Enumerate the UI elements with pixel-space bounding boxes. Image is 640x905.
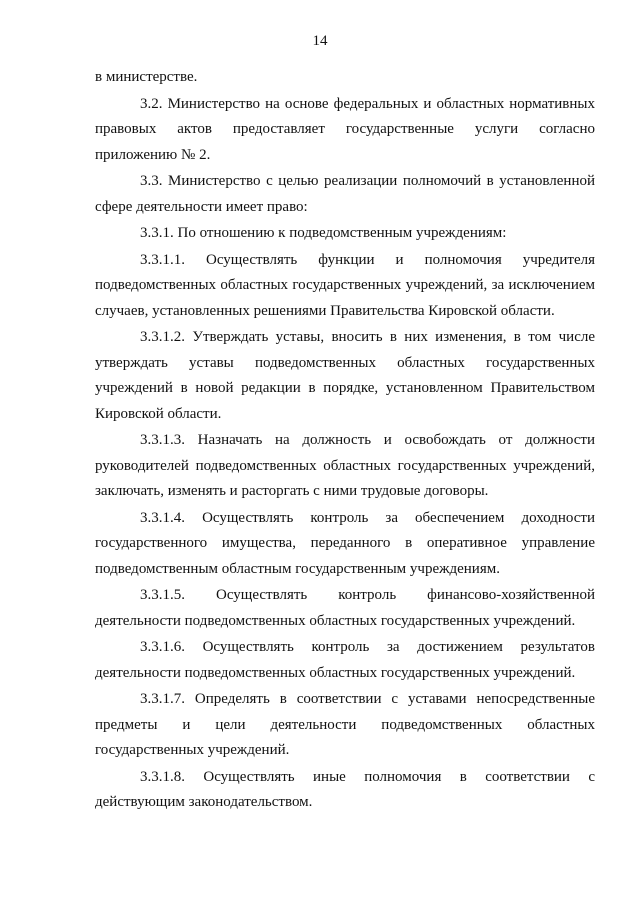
- paragraph-3-3-1-1: 3.3.1.1. Осуществлять функции и полномочия учредителя подведомственных областных государственных учреждений, за исключением случаев, установленных решениями Правительства Кировской области.: [95, 251, 595, 319]
- paragraph-3-3-1-3: 3.3.1.3. Назначать на должность и освобождать от должности руководителей подведомственных областных государственных учреждений, заключать, изменять и расторгать с ними трудовые договоры.: [95, 432, 595, 499]
- paragraph-3-3-1: 3.3.1. По отношению к подведомственным учреждениям:: [140, 225, 507, 241]
- paragraph-3-3-1-6: 3.3.1.6. Осуществлять контроль за достижением результатов деятельности подведомственных областных государственных учреждений.: [95, 639, 595, 681]
- paragraph-3-3-1-2: 3.3.1.2. Утверждать уставы, вносить в них изменения, в том числе утверждать уставы подведомственных областных государственных учреждений в новой редакции в порядке, установленном Правительством Кировской области.: [95, 329, 595, 422]
- paragraph-3-3-1-5: 3.3.1.5. Осуществлять контроль финансово-хозяйственной деятельности подведомственных областных государственных учреждений.: [95, 587, 595, 629]
- page-number: 14: [312, 33, 328, 49]
- paragraph-3-2: 3.2. Министерство на основе федеральных и областных нормативных правовых актов предоставляет государственные услуги согласно приложению № 2.: [95, 95, 595, 163]
- paragraph-3-3-1-4: 3.3.1.4. Осуществлять контроль за обеспечением доходности государственного имущества, переданного в оперативное управление подведомственным областным государственным учреждениям.: [95, 509, 595, 577]
- paragraph-continuation: в министерстве.: [95, 69, 198, 85]
- paragraph-3-3-1-7: 3.3.1.7. Определять в соответствии с уставами непосредственные предметы и цели деятельности подведомственных областных государственных учреждений.: [95, 691, 595, 758]
- paragraph-3-3-1-8: 3.3.1.8. Осуществлять иные полномочия в соответствии с действующим законодательством.: [95, 768, 595, 810]
- document-body: [95, 65, 595, 817]
- paragraph-3-3: 3.3. Министерство с целью реализации полномочий в установленной сфере деятельности имеет право:: [95, 173, 595, 215]
